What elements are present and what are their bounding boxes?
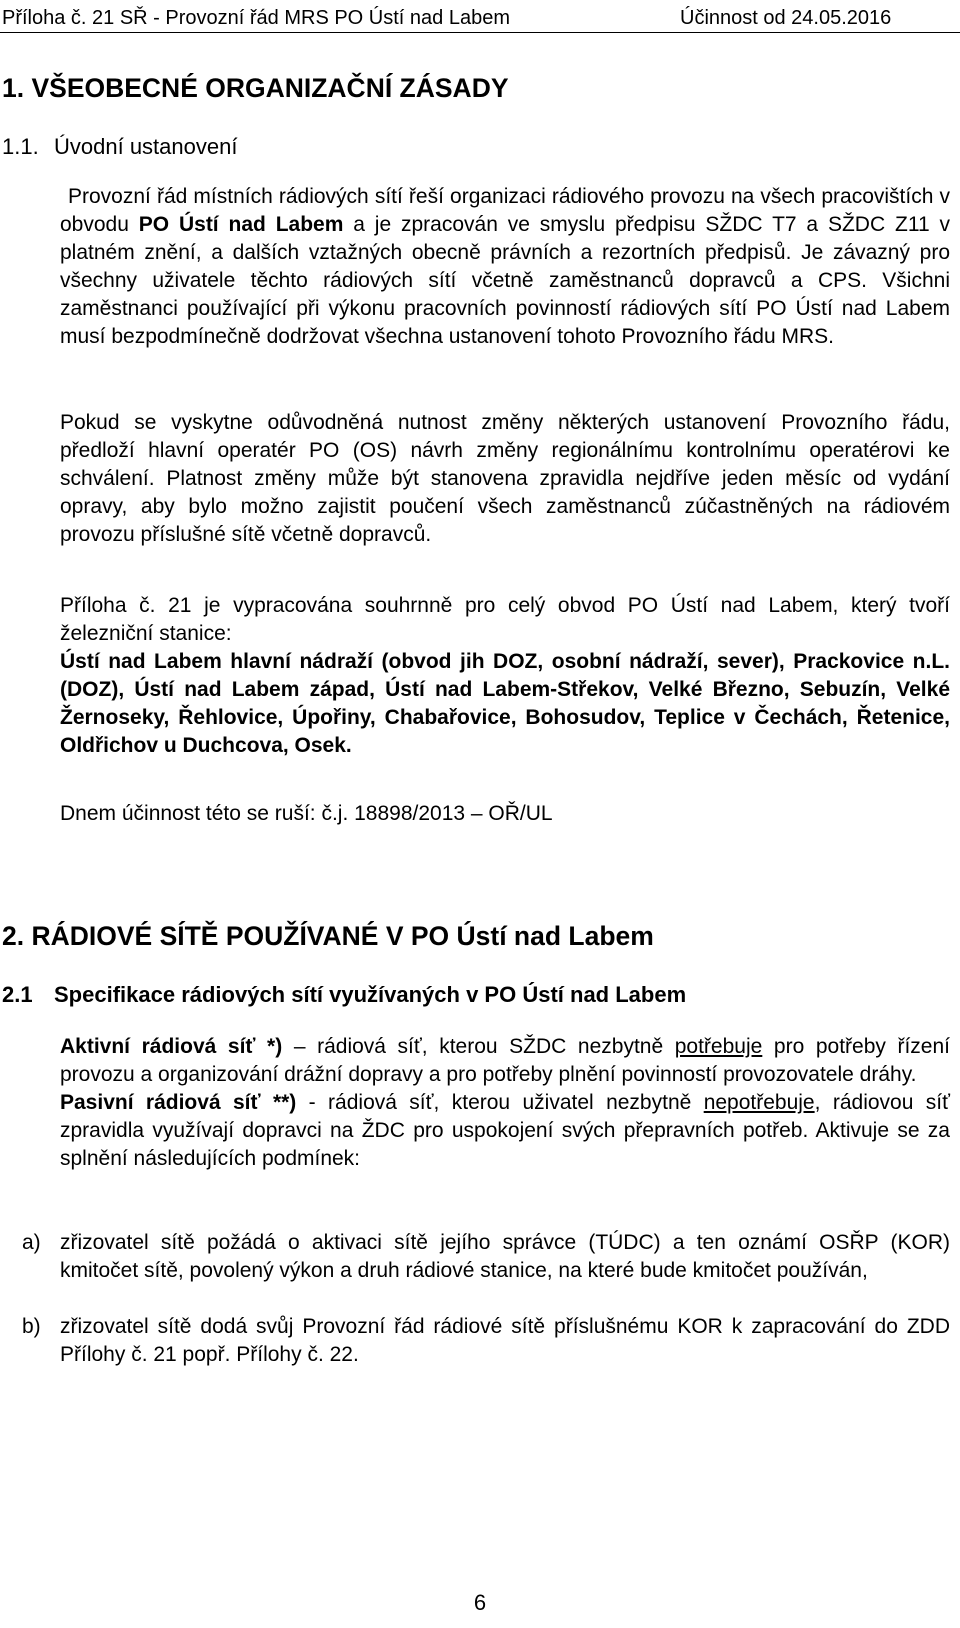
section-2-heading: 2. RÁDIOVÉ SÍTĚ POUŽÍVANÉ V PO Ústí nad Labem [2,921,654,951]
active-network-term: Aktivní rádiová síť *) [60,1035,283,1058]
passive-text-1: - rádiová síť, kterou uživatel nezbytně [296,1091,704,1114]
repeal-paragraph [60,800,950,828]
list-marker: b) [22,1315,41,1338]
header-effective-date: Účinnost od 24.05.2016 [680,7,892,29]
active-text-2: pro potřeby řízení provozu a organizování drážní dopravy a pro potřeby plnění povinností provozovatele dráhy. [60,1035,951,1086]
header-document-title: Příloha č. 21 SŘ - Provozní řád MRS PO Ústí nad Labem [2,7,510,29]
subsection-1-1-heading [2,133,237,161]
list-marker: a) [22,1231,41,1254]
passive-network-term: Pasivní rádiová síť **) [60,1091,297,1114]
intro-bold-po: PO Ústí nad Labem [138,213,344,236]
passive-underlined: nepotřebuje [703,1091,815,1114]
active-text-1: – rádiová síť, kterou SŽDC nezbytně [282,1035,675,1058]
passive-network-definition [60,1089,950,1173]
page-header [0,6,960,30]
intro-paragraph [60,183,950,351]
intro-text-2: a je zpracován ve smyslu předpisu SŽDC T7 a SŽDC Z11 v platném znění, a dalších vztažných obecně právních a rezortních předpisů. Je závazný pro všechny uživatele těchto rádiových sítí včetně zaměstnanců dopravců a CPS. Všichni zaměstnanci používající při výkonu pracovních povinností rádiových sítí PO Ústí nad Labem musí bezpodmínečně dodržovat všechna ustanovení tohoto Provozního řádu MRS. [60,213,950,348]
change-paragraph [60,409,950,549]
stations-intro-text: Příloha č. 21 je vypracována souhrnně pro celý obvod PO Ústí nad Labem, který tvoří železniční stanice: [60,594,950,645]
list-text: zřizovatel sítě dodá svůj Provozní řád rádiové sítě příslušnému KOR k zapracování do ZDD Přílohy č. 21 popř. Přílohy č. 22. [60,1315,950,1366]
stations-list-text: Ústí nad Labem hlavní nádraží (obvod jih DOZ, osobní nádraží, sever), Prackovice n.L. (DOZ), Ústí nad Labem západ, Ústí nad Labem-Střekov, Velké Březno, Sebuzín, Velké Žernoseky, Řehlovice, Úpořiny, Chabařovice, Bohosudov, Teplice v Čechách, Řetenice, Oldřichov u Duchcova, Osek. [60,650,950,757]
active-underlined: potřebuje [674,1035,763,1058]
subsection-2-1-heading [2,981,686,1009]
page-number: 6 [473,1590,487,1615]
subsection-number: 2.1 [2,982,33,1007]
stations-paragraph [60,592,950,760]
subsection-title: Úvodní ustanovení [54,134,238,159]
header-divider [0,32,960,33]
intro-text-1: Provozní řád místních rádiových sítí řeší organizaci rádiového provozu na všech pracovištích v obvodu [60,185,950,236]
repeal-text: Dnem účinnost této se ruší: č.j. 18898/2013 – OŘ/UL [60,802,553,825]
subsection-title: Specifikace rádiových sítí využívaných v PO Ústí nad Labem [54,982,687,1007]
change-text: Pokud se vyskytne odůvodněná nutnost změny některých ustanovení Provozního řádu, předloží hlavní operatér PO (OS) návrh změny regionálnímu kontrolnímu operatérovi ke schválení. Platnost změny může být stanovena zpravidla nejdříve jeden měsíc od vydání opravy, aby bylo možno zajistit poučení všech zaměstnanců zúčastněných na rádiovém provozu příslušné sítě včetně dopravců. [60,411,950,546]
section-1-heading: 1. VŠEOBECNÉ ORGANIZAČNÍ ZÁSADY [2,73,509,103]
list-text: zřizovatel sítě požádá o aktivaci sítě jejího správce (TÚDC) a ten oznámí OSŘP (KOR) kmitočet sítě, povolený výkon a druh rádiové stanice, na které bude kmitočet používán, [60,1231,950,1282]
passive-text-2: , rádiovou síť zpravidla využívají dopravci na ŽDC pro uspokojení svých přepravních potřeb. Aktivuje se za splnění následujících podmínek: [60,1091,950,1170]
network-definitions [60,1033,950,1173]
subsection-number: 1.1. [2,134,39,159]
active-network-definition [60,1033,950,1089]
